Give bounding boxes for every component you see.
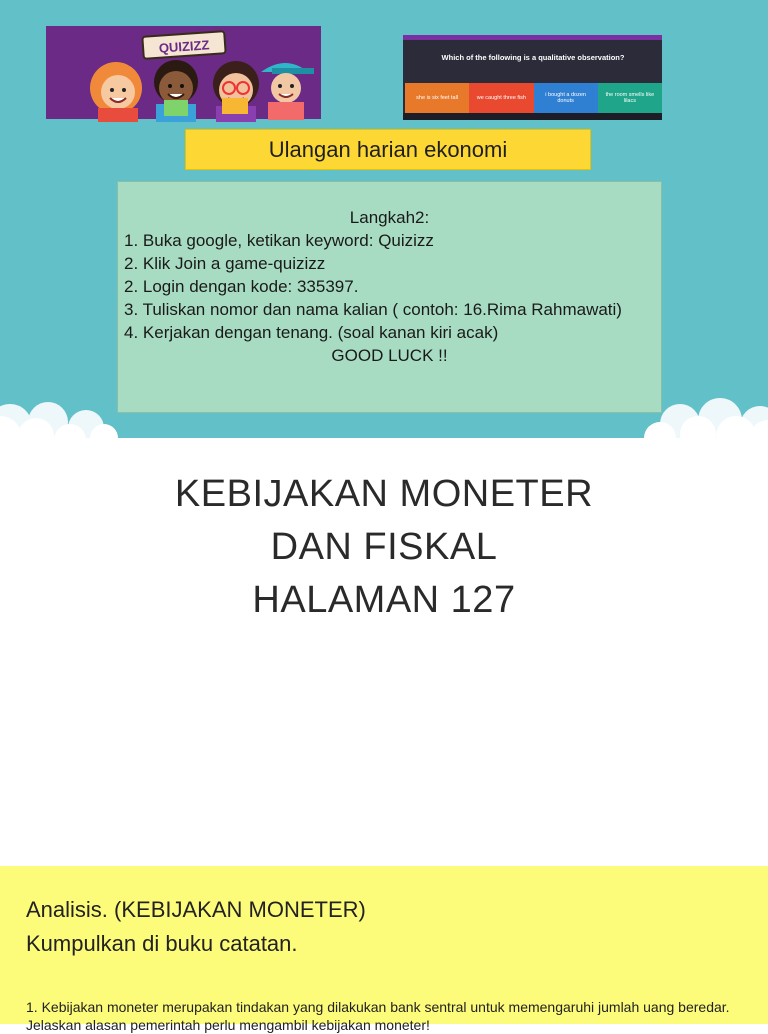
main-heading	[0, 468, 768, 627]
quiz-preview-answers	[405, 83, 662, 113]
step-item: 2. Klik Join a game-quizizz	[124, 254, 326, 273]
analysis-title: Analisis. (KEBIJAKAN MONETER)	[26, 897, 366, 922]
quiz-answer-option: i bought a dozen donuts	[534, 83, 598, 113]
main-heading-line: HALAMAN 127	[252, 579, 516, 621]
top-teal-section	[0, 0, 768, 440]
analysis-subtitle: Kumpulkan di buku catatan.	[26, 931, 298, 956]
analysis-instructions	[26, 893, 366, 961]
main-heading-line: DAN FISKAL	[270, 526, 498, 568]
quizizz-logo-text: QUIZIZZ	[158, 37, 210, 56]
quiz-answer-option: she is six feet tall	[405, 83, 469, 113]
question-1: 1. Kebijakan moneter merupakan tindakan yang dilakukan bank sentral untuk memengaruhi jumlah uang beredar. Jelaskan alasan pemerintah perlu mengambil kebijakan moneter!	[26, 999, 730, 1033]
quiz-answer-option: we caught three fish	[469, 83, 533, 113]
quiz-preview-topbar	[403, 35, 662, 40]
steps-closing: GOOD LUCK !!	[331, 346, 448, 365]
quiz-preview-question: Which of the following is a qualitative observation?	[441, 53, 625, 62]
main-heading-line: KEBIJAKAN MONETER	[174, 473, 594, 515]
step-item: 3. Tuliskan nomor dan nama kalian ( contoh: 16.Rima Rahmawati)	[124, 300, 622, 319]
steps-heading: Langkah2:	[349, 208, 430, 227]
step-item: 1. Buka google, ketikan keyword: Quizizz	[124, 231, 434, 250]
quiz-answer-option: the room smells like lilacs	[598, 83, 662, 113]
step-item: 4. Kerjakan dengan tenang. (soal kanan kiri acak)	[124, 323, 499, 342]
cartoon-kids-illustration	[46, 26, 321, 119]
title-box: Ulangan harian ekonomi	[185, 129, 591, 170]
quizizz-banner-image	[46, 26, 321, 119]
quiz-preview-bottombar	[403, 113, 662, 120]
cloud-border-decoration	[0, 392, 768, 452]
step-item: 2. Login dengan kode: 335397.	[124, 277, 359, 296]
quiz-preview-screenshot	[403, 35, 662, 120]
steps-box	[117, 181, 662, 413]
analysis-section	[0, 866, 768, 1033]
